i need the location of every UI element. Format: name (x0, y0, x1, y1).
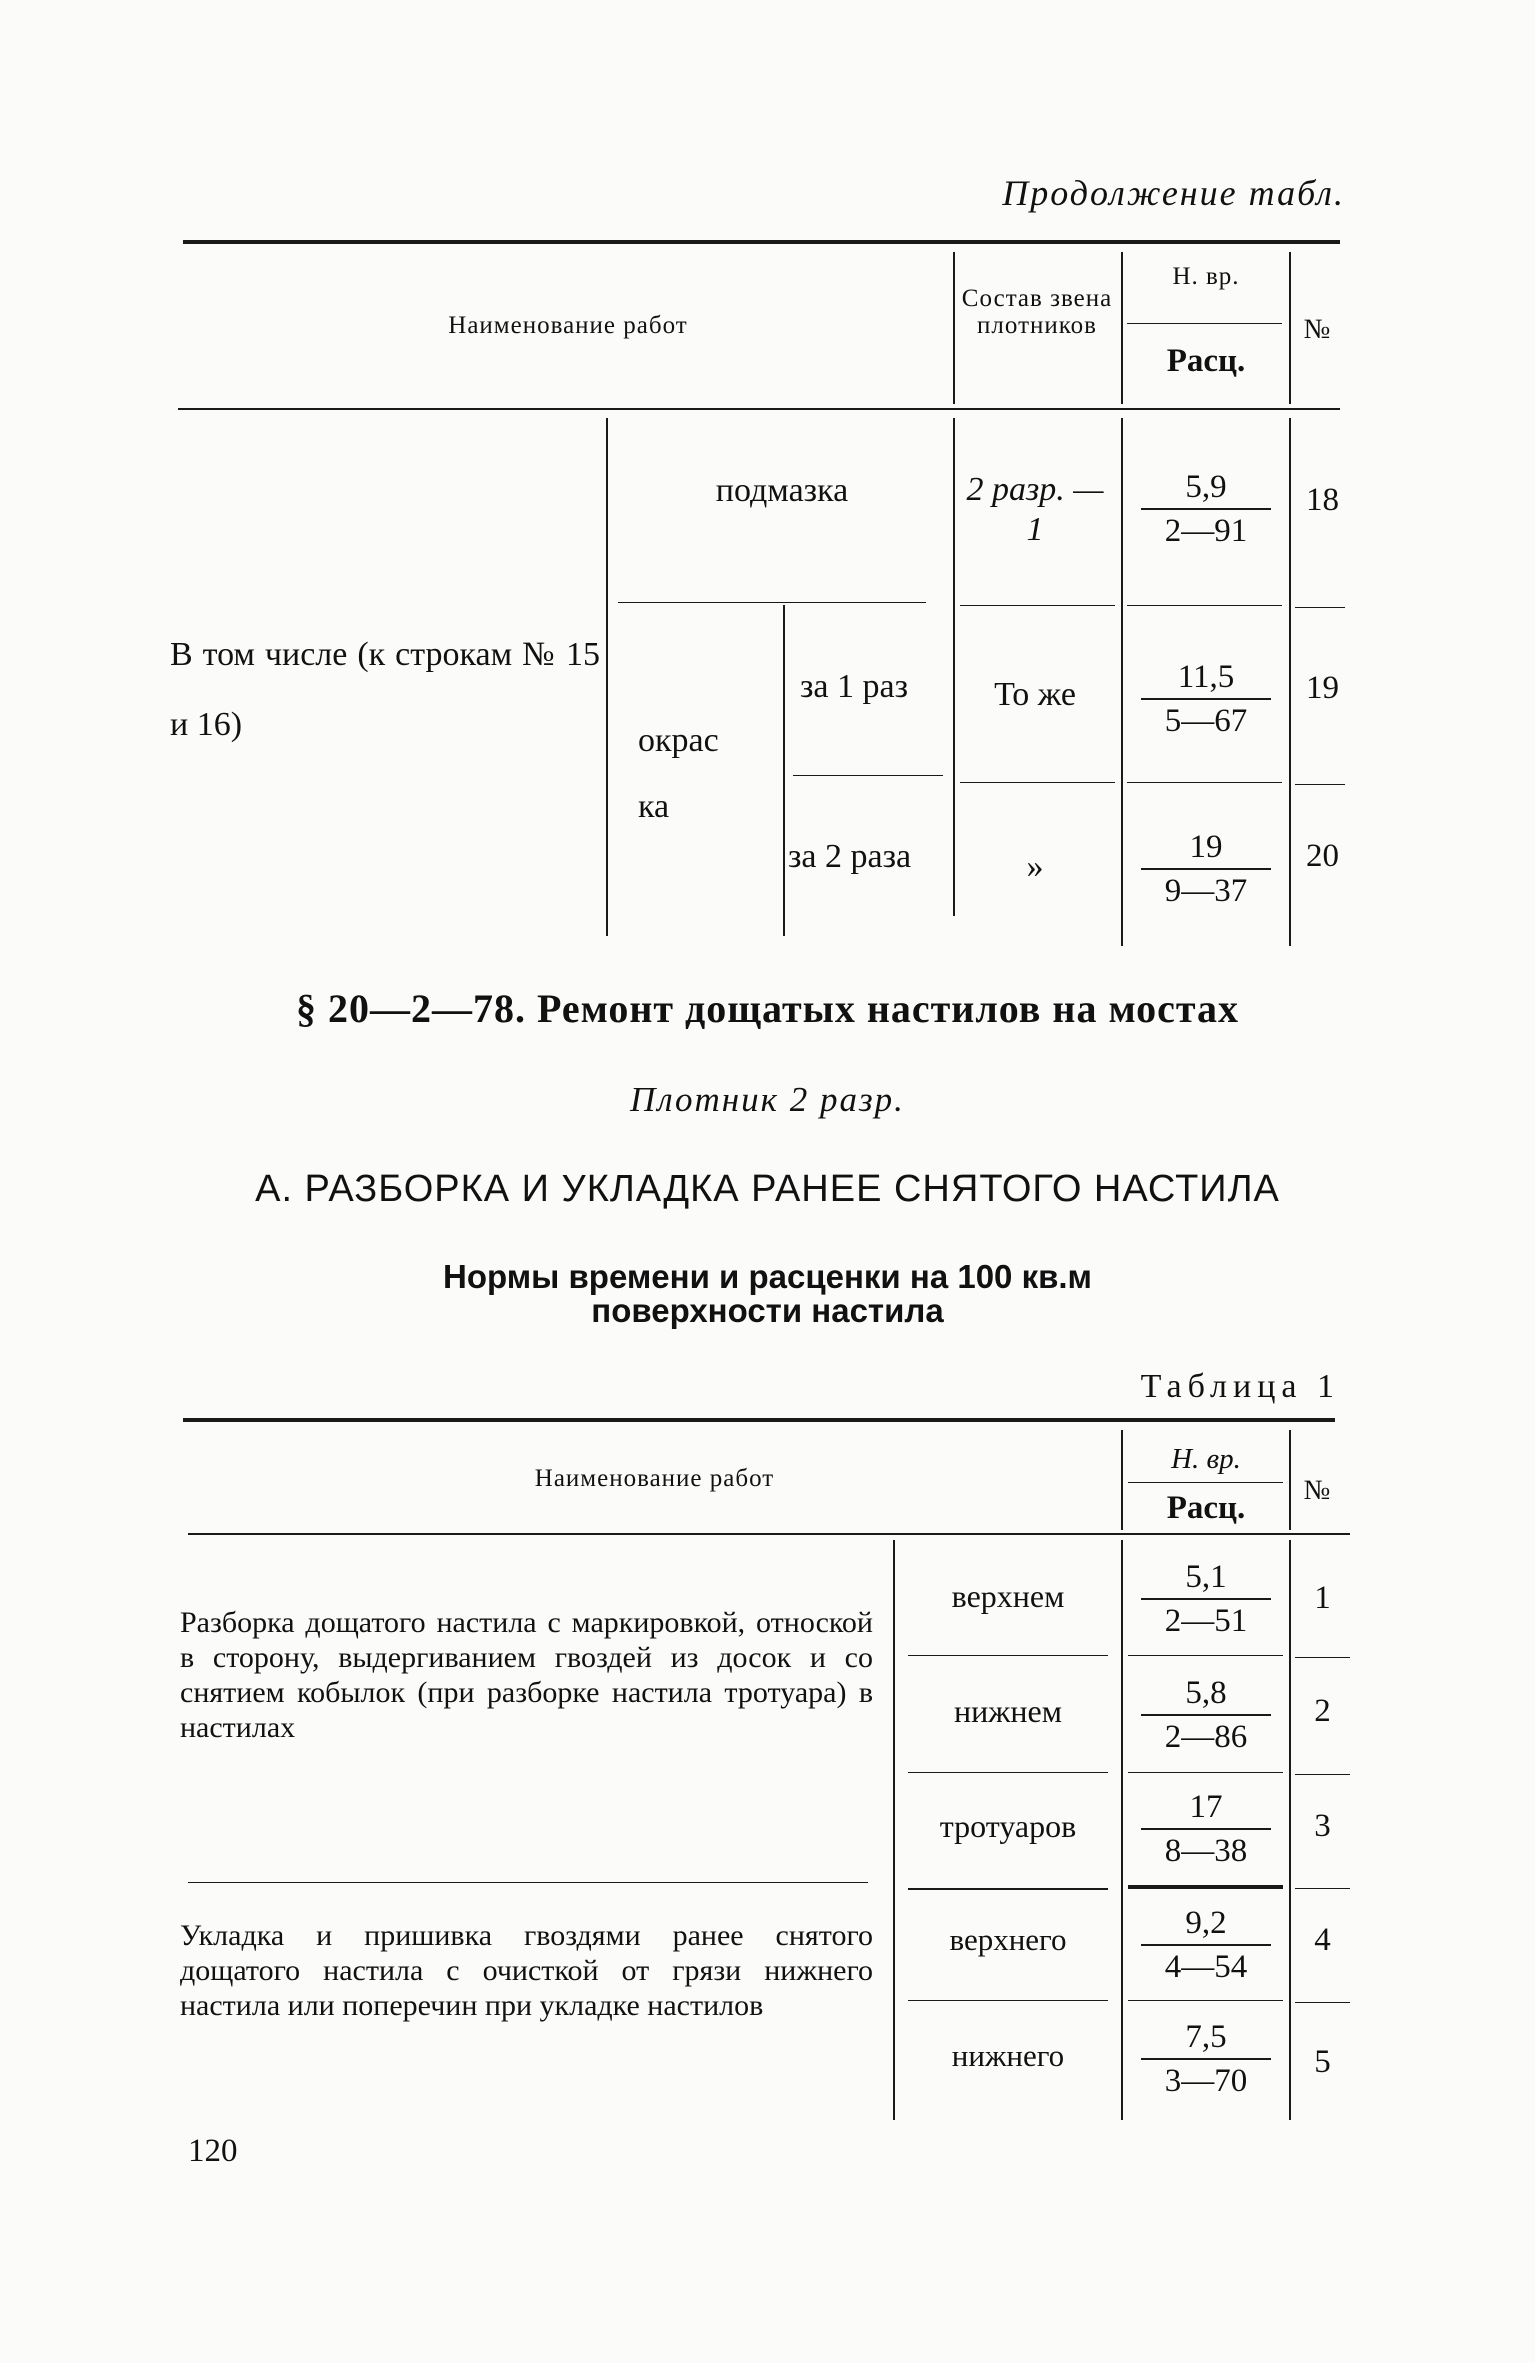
row-number: 18 (1306, 482, 1339, 518)
row-label: тротуаров (939, 1808, 1077, 1844)
norm-value: 9,2 (1185, 1905, 1227, 1941)
col-header-price: Расц. (1166, 343, 1246, 379)
row-number: 20 (1306, 838, 1339, 874)
row-number: 5 (1314, 2044, 1331, 2080)
norm-value: 17 (1189, 1789, 1223, 1825)
row-label: подмазка (715, 472, 849, 509)
section-title: § 20—2—78. Ремонт дощатых настилов на мостах (295, 986, 1240, 1031)
group-label: В том числе (к строкам № 15 и 16) (170, 636, 600, 743)
col-header-number: № (1303, 314, 1331, 345)
row-label: верхнего (949, 1922, 1067, 1957)
section-subtitle: А. РАЗБОРКА И УКЛАДКА РАНЕЕ СНЯТОГО НАСТИЛА (255, 1168, 1280, 1210)
worker-grade: Плотник 2 разр. (630, 1080, 905, 1119)
row-label: за 1 раз (800, 668, 909, 705)
crew-cell: » (1026, 848, 1044, 885)
work-description-disassembly: Разборка дощатого настила с маркировкой, отноской в сторону, выдергиванием гвоздей из досок и со снятием кобылок (при разборке настила тротуара) в настилах (180, 1606, 873, 1744)
norm-price-fraction (1131, 656, 1281, 742)
crew-cell: То же (994, 676, 1076, 713)
row-number: 1 (1314, 1580, 1331, 1616)
row-number: 3 (1314, 1808, 1331, 1844)
norm-value: 7,5 (1185, 2019, 1227, 2055)
norm-price-fraction (1131, 466, 1281, 552)
price-value: 2—91 (1164, 513, 1248, 549)
norm-value: 5,8 (1185, 1675, 1227, 1711)
row-number: 2 (1314, 1693, 1331, 1729)
col-header-crew: Состав звена плотников (961, 285, 1113, 339)
page-number: 120 (188, 2133, 238, 2169)
norm-price-fraction (1131, 2016, 1281, 2102)
col-header-norm: Н. вр. (1171, 1443, 1241, 1475)
col-header-norm: Н. вр. (1172, 263, 1240, 290)
continuation-note: Продолжение табл. (1002, 173, 1345, 213)
row-label: нижнем (954, 1693, 1062, 1729)
work-description-laying: Укладка и пришивка гвоздями ранее снятого дощатого настила с очисткой от грязи нижнего настила или поперечин при укладке настилов (180, 1919, 873, 2022)
row-label: верхнем (951, 1578, 1065, 1614)
col-header-number: № (1303, 1475, 1331, 1506)
row-label: за 2 раза (788, 838, 912, 875)
price-value: 9—37 (1164, 873, 1248, 909)
price-value: 5—67 (1164, 703, 1248, 739)
norms-heading-line1: Нормы времени и расценки на 100 кв.м (443, 1258, 1092, 1295)
norm-value: 5,1 (1185, 1559, 1227, 1595)
norm-value: 5,9 (1185, 469, 1227, 505)
norm-price-fraction (1131, 826, 1281, 912)
row-number: 4 (1314, 1922, 1331, 1958)
norm-price-fraction (1131, 1786, 1281, 1872)
subgroup-label: окраска (638, 722, 719, 825)
col-header-name: Наименование работ (534, 1465, 775, 1492)
norms-heading-line2: поверхности настила (591, 1292, 944, 1329)
table-label: Таблица 1 (1140, 1368, 1340, 1405)
row-number: 19 (1306, 670, 1339, 706)
crew-cell: 2 разр. —1 (966, 471, 1104, 548)
norm-value: 19 (1189, 829, 1223, 865)
norm-price-fraction (1131, 1902, 1281, 1988)
col-header-name: Наименование работ (448, 312, 688, 339)
col-header-price: Расц. (1166, 1490, 1246, 1526)
norm-price-fraction (1131, 1672, 1281, 1758)
price-value: 2—86 (1164, 1719, 1248, 1755)
price-value: 2—51 (1164, 1603, 1248, 1639)
norm-price-fraction (1131, 1556, 1281, 1642)
price-value: 8—38 (1164, 1833, 1248, 1869)
row-label: нижнего (951, 2038, 1065, 2073)
price-value: 4—54 (1164, 1949, 1248, 1985)
price-value: 3—70 (1164, 2063, 1248, 2099)
norm-value: 11,5 (1177, 659, 1235, 695)
